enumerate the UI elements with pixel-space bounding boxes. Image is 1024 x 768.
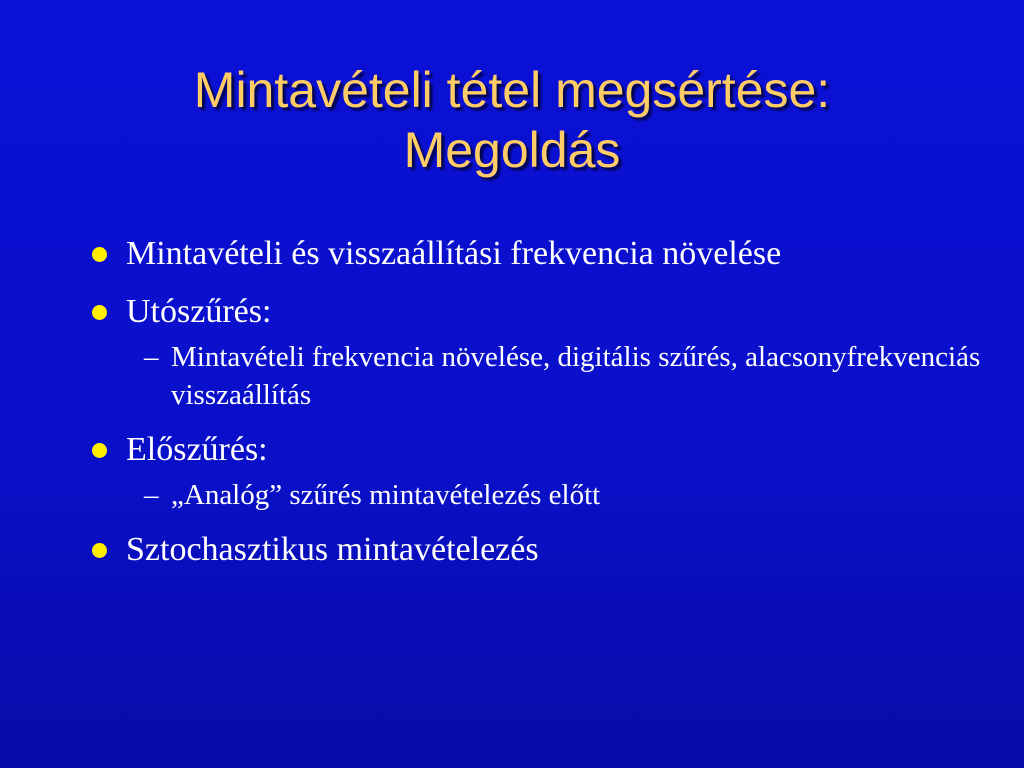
bullet-dot-icon (92, 305, 107, 320)
sub-bullet-item (126, 338, 1016, 414)
sub-bullet-item (126, 476, 1016, 514)
bullet-text: Utószűrés: (126, 293, 272, 330)
bullet-item (86, 232, 1016, 276)
slide-title-line-2: Megoldás (403, 122, 621, 178)
bullet-dot-icon (92, 443, 107, 458)
bullet-item (86, 528, 1016, 572)
bullet-dot-icon (92, 543, 107, 558)
bullet-text: Mintavételi és visszaállítási frekvencia növelése (126, 235, 782, 272)
bullet-list (86, 232, 1016, 586)
sub-bullet-text: Mintavételi frekvencia növelése, digitális szűrés, alacsonyfrekvenciás visszaállítás (171, 341, 981, 411)
bullet-item (86, 290, 1016, 414)
sub-bullet-list (126, 338, 1016, 414)
dash-marker: – (144, 479, 159, 511)
slide-title-line-1: Mintavételi tétel megsértése: (193, 62, 831, 118)
slide-title (20, 60, 1004, 180)
sub-bullet-text: „Analóg” szűrés mintavételezés előtt (171, 479, 601, 511)
bullet-text: Előszűrés: (126, 431, 268, 468)
bullet-item (86, 428, 1016, 514)
sub-bullet-list (126, 476, 1016, 514)
dash-marker: – (144, 341, 159, 373)
bullet-text: Sztochasztikus mintavételezés (126, 531, 539, 568)
bullet-dot-icon (92, 247, 107, 262)
